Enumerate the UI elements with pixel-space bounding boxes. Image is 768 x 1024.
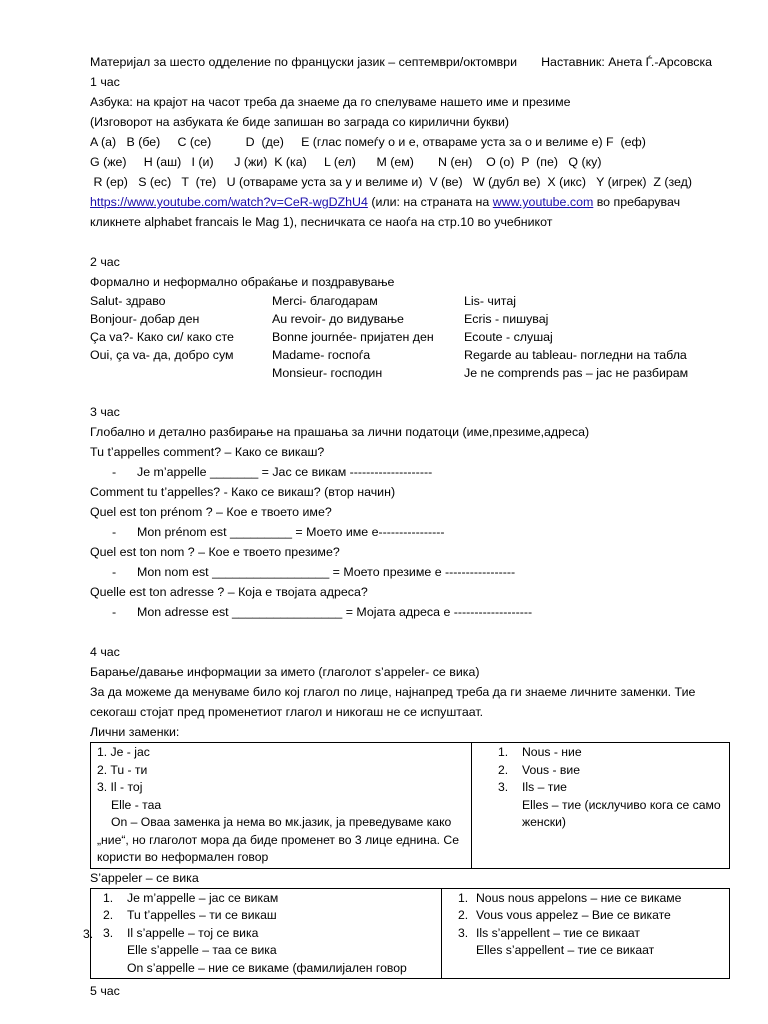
- pronoun-text: Vous - вие: [522, 762, 580, 777]
- dash-bullet: -: [112, 465, 117, 479]
- vocab-item: Merci- благодарам: [272, 294, 378, 308]
- pronoun-item: [478, 779, 723, 797]
- answer-text: Mon nom est _________________ = Моето презиме е -----------------: [137, 565, 516, 579]
- pronouns-table: [90, 742, 730, 869]
- alphabet-row-1: A (а) B (бе) C (се) D (де) E (глас помеѓу о и е, отвараме уста за о и велиме е) F (еф): [90, 135, 646, 149]
- link-tail: во пребарувач: [593, 195, 681, 209]
- question-1: Tu t’appelles comment? – Како се викаш?: [90, 445, 325, 459]
- lesson2-subtitle: Формално и неформално обраќање и поздравување: [90, 275, 395, 289]
- item-number: 2.: [103, 908, 114, 922]
- link-connector: (или: на страната на: [367, 195, 493, 209]
- item-number: 3.: [103, 925, 114, 940]
- conjugation-text: Ils s’appellent – тие се викаат: [476, 925, 640, 940]
- conjugation-text: Tu t’appelles – ти се викаш: [127, 908, 277, 922]
- plural-conjugation-cell: [442, 888, 730, 979]
- pronoun-item: Elle - таа: [111, 797, 162, 812]
- alphabet-row-3: R (ер) S (ес) T (те) U (отвараме уста за у и велиме и) V (ве) W (дубл ве) X (икс) Y (игрек) Z (зед): [90, 175, 693, 189]
- lesson4-subtitle: Барање/давање информации за името (глаголот s’appeler- се вика): [90, 665, 480, 679]
- vocab-grid: [90, 292, 730, 382]
- conjugation-item: [448, 925, 723, 943]
- answer-5: [90, 602, 730, 622]
- conjugation-on: On s’appelle – ние се викаме (фамилијален говор: [127, 960, 407, 975]
- pronouns-label: Лични заменки:: [90, 725, 180, 739]
- vocab-item: Bonjour- добар ден: [90, 312, 200, 326]
- youtube-video-link[interactable]: https://www.youtube.com/watch?v=CeR-wgDZhU4: [90, 195, 368, 209]
- conjugation-item: [97, 907, 435, 925]
- vocab-item: Salut- здраво: [90, 294, 166, 308]
- vocab-item: Lis- читај: [464, 294, 516, 308]
- conjugation-text: Je m’appelle – јас се викам: [127, 890, 279, 905]
- question-2: Comment tu t’appelles? - Како се викаш? (втор начин): [90, 485, 396, 499]
- header-line: [90, 52, 730, 72]
- answer-3: [90, 522, 730, 542]
- dash-bullet: -: [112, 565, 117, 579]
- pronoun-item: 2. Tu - ти: [97, 762, 148, 777]
- vocab-col-3: [464, 292, 730, 382]
- lesson4-title: 4 час: [90, 645, 120, 659]
- answer-text: Mon prénom est _________ = Моето име е----------------: [137, 525, 445, 539]
- item-number: 2.: [498, 762, 509, 777]
- vocab-item: Ça va?- Како си/ како сте: [90, 330, 234, 344]
- pronoun-text: Nous - ние: [522, 745, 582, 759]
- document-page: [83, 52, 730, 1001]
- pronoun-elles-note: Elles – тие (исклучиво кога се само женски): [522, 797, 721, 829]
- pronoun-on-note: On – Оваа заменка ја нема во мк.јазик, ја преведуваме како „ние“, но глаголот мора да биде променет во 3 лице еднина. Се користи во неформален говор: [97, 815, 460, 864]
- answer-text: Mon adresse est ________________ = Мојата адреса е -------------------: [137, 605, 533, 619]
- lesson4-para-2: секогаш стојат пред променетиот глагол и никогаш не се испуштаат.: [90, 705, 484, 719]
- dash-bullet: -: [112, 605, 117, 619]
- pronoun-item: [478, 762, 723, 780]
- plural-pronouns-cell: [472, 743, 730, 869]
- answer-4: [90, 562, 730, 582]
- conjugation-item: [448, 890, 723, 908]
- conjugation-table: [83, 888, 730, 980]
- conjugation-text: Il s’appelle – тој се вика: [127, 925, 259, 940]
- item-number: 3.: [498, 780, 509, 794]
- vocab-item: Au revoir- до видување: [272, 312, 404, 326]
- vocab-item: Bonne journée- пријатен ден: [272, 330, 434, 344]
- lesson3-title: 3 час: [90, 405, 120, 419]
- vocab-col-1: [90, 292, 272, 382]
- verb-label: S’appeler – се вика: [90, 870, 199, 885]
- item-number: 1.: [103, 890, 114, 905]
- header-title: Материјал за шесто одделение по француски јазик – септември/октомври: [90, 55, 517, 69]
- alphabet-row-2: G (же) H (аш) I (и) J (жи) K (ка) L (ел) M (ем) N (ен) O (o) P (пе) Q (ку): [90, 155, 602, 169]
- vocab-item: Je ne comprends pas – јас не разбирам: [464, 366, 689, 380]
- lesson3-subtitle: Глобално и детално разбирање на прашања за лични податоци (име,презиме,адреса): [90, 425, 590, 439]
- conjugation-item: [97, 925, 435, 943]
- item-number: 1.: [498, 745, 509, 759]
- lesson1-line6: кликнете alphabet francais le Mag 1), песничката се наоѓа на стр.10 во учебникот: [90, 215, 553, 229]
- question-3: Quel est ton prénom ? – Кое е твоето име?: [90, 505, 332, 519]
- singular-conjugation-cell: [83, 888, 442, 979]
- vocab-item: Regarde au tableau- погледни на табла: [464, 348, 687, 362]
- vocab-item: Ecoute - слушај: [464, 330, 553, 344]
- question-5: Quelle est ton adresse ? – Која е твојата адреса?: [90, 585, 368, 599]
- lesson4-para-1: За да можеме да менуваме било кој глагол по лице, најнапред треба да ги знаеме личните заменки. Тие: [90, 685, 696, 699]
- vocab-item: Monsieur- господин: [272, 366, 383, 380]
- lesson2-title: 2 час: [90, 255, 120, 269]
- conjugation-elle: Elle s’appelle – таа се вика: [127, 943, 277, 957]
- lesson1-line1: Азбука: на крајот на часот треба да знаеме да го спелуваме нашето име и презиме: [90, 95, 571, 109]
- vocab-item: Ecris - пишувај: [464, 312, 549, 326]
- conjugation-elles: Elles s’appellent – тие се викаат: [476, 943, 655, 957]
- item-number: 1.: [458, 890, 469, 905]
- conjugation-text: Nous nous appelons – ние се викаме: [476, 890, 682, 905]
- pronoun-text: Ils – тие: [522, 780, 567, 794]
- lesson1-line2: (Изговорот на азбуката ќе биде запишан во заграда со кирилични букви): [90, 115, 510, 129]
- teacher-name: Наставник: Анета Ѓ.-Арсовска: [541, 55, 713, 69]
- pronoun-item: 1. Je - јас: [97, 745, 150, 759]
- pronoun-item: [478, 744, 723, 762]
- vocab-item: Oui, ça va- да, добро сум: [90, 348, 234, 362]
- answer-text: Je m’appelle _______ = Јас се викам --------------------: [137, 465, 433, 479]
- youtube-home-link[interactable]: www.youtube.com: [492, 195, 594, 209]
- lesson1-title: 1 час: [90, 75, 120, 89]
- conjugation-text: Vous vous appelez – Вие се викате: [476, 908, 671, 922]
- lesson5-title: 5 час: [90, 984, 120, 998]
- link-line: [90, 192, 730, 212]
- answer-1: [90, 462, 730, 482]
- pronoun-item: 3. Il - тој: [97, 780, 143, 794]
- question-4: Quel est ton nom ? – Кое е твоето презиме?: [90, 545, 340, 559]
- stray-number: 3.: [83, 926, 94, 941]
- dash-bullet: -: [112, 525, 117, 539]
- vocab-item: Madame- госпоѓа: [272, 348, 371, 362]
- conjugation-item: [448, 907, 723, 925]
- conjugation-item: [97, 890, 435, 908]
- vocab-col-2: [272, 292, 464, 382]
- item-number: 3.: [458, 925, 469, 940]
- item-number: 2.: [458, 908, 469, 922]
- singular-pronouns-cell: [91, 743, 472, 869]
